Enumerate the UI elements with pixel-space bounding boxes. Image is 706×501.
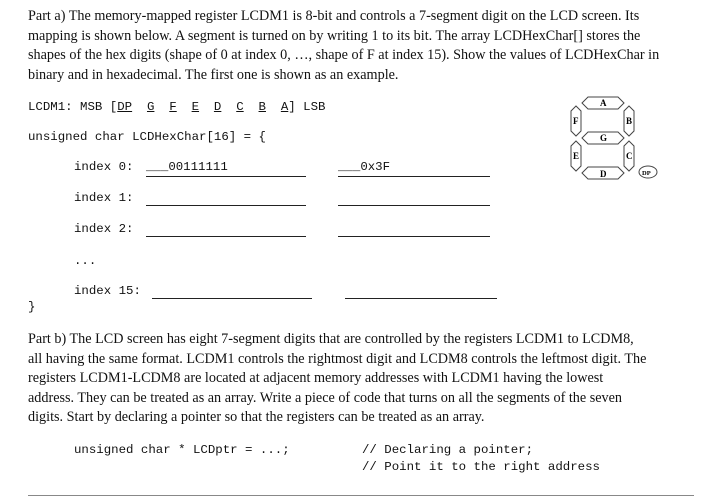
mapping-bracket-open: [ — [109, 100, 118, 114]
seven-segment-diagram — [566, 92, 662, 186]
index-0-binary-text: 00111111 — [168, 160, 228, 174]
index-0-hex-value — [338, 160, 390, 174]
bottom-divider — [28, 495, 694, 496]
bit-dp: DP — [117, 100, 133, 114]
pointer-comment-2: // Point it to the right address — [362, 460, 600, 474]
index-0-binary-value — [146, 160, 228, 174]
index-1-hex-blank — [338, 205, 490, 206]
label-a: A — [600, 98, 607, 108]
pointer-comment-1: // Declaring a pointer; — [362, 443, 534, 457]
mapping-bracket-close: ] — [288, 100, 296, 114]
bit-g: G — [146, 100, 155, 114]
index-0-hex-text: 0x3F — [360, 160, 391, 174]
part-a-text: Part a) The memory-mapped register LCDM1 is 8-bit and controls a 7-segment digit on the LCD screen. Its mapping is shown below. A segment is turned on by writing 1 to its bit. The array LCDHexChar[] stores the shapes of the hex digits (shape of 0 at index 0, …, shape of F at index 15). Show the values of LCDHexChar in binary and in hexadecimal. The first one is shown as an example. — [28, 8, 660, 83]
closing-brace: } — [28, 300, 36, 314]
index-15-label: index 15: — [74, 284, 141, 298]
index-2-hex-blank — [338, 236, 490, 237]
register-mapping — [28, 100, 325, 114]
index-0-binary-blank — [146, 176, 306, 177]
index-0-hex-prefix: ___ — [338, 160, 361, 174]
bit-a: A — [280, 100, 289, 114]
label-f: F — [573, 116, 579, 126]
index-1-label: index 1: — [74, 191, 134, 205]
mapping-prefix: LCDM1: MSB — [28, 100, 110, 114]
label-b: B — [626, 116, 633, 126]
index-0-label: index 0: — [74, 160, 134, 174]
index-0-binary-prefix: ___ — [146, 160, 169, 174]
label-g: G — [600, 133, 608, 143]
bit-d: D — [213, 100, 222, 114]
index-0-hex-blank — [338, 176, 490, 177]
index-15-hex-blank — [345, 298, 497, 299]
bit-b: B — [258, 100, 266, 114]
label-dp: DP — [642, 170, 651, 177]
ellipsis: ... — [74, 254, 97, 268]
index-1-binary-blank — [146, 205, 306, 206]
index-15-binary-blank — [152, 298, 312, 299]
mapping-suffix: LSB — [295, 100, 326, 114]
part-b-text: Part b) The LCD screen has eight 7-segment digits that are controlled by the registers LCDM1 to LCDM8, all having the same format. LCDM1 controls the rightmost digit and LCDM8 controls the leftmost digit. The registers LCDM1-LCDM8 are located at adjacent memory addresses with LCDM1 having the lowest address. They can be treated as an array. Write a piece of code that turns on all the segments of the seven digits. Start by declaring a pointer so that the registers can be treated as an array. — [28, 331, 647, 426]
array-declaration: unsigned char LCDHexChar[16] = { — [28, 130, 266, 144]
label-c: C — [626, 151, 633, 161]
label-d: D — [600, 169, 607, 179]
bit-f: F — [169, 100, 177, 114]
pointer-declaration: unsigned char * LCDptr = ...; — [74, 443, 290, 457]
index-2-binary-blank — [146, 236, 306, 237]
index-2-label: index 2: — [74, 222, 134, 236]
bit-e: E — [191, 100, 200, 114]
label-e: E — [573, 151, 580, 161]
bit-c: C — [236, 100, 244, 114]
